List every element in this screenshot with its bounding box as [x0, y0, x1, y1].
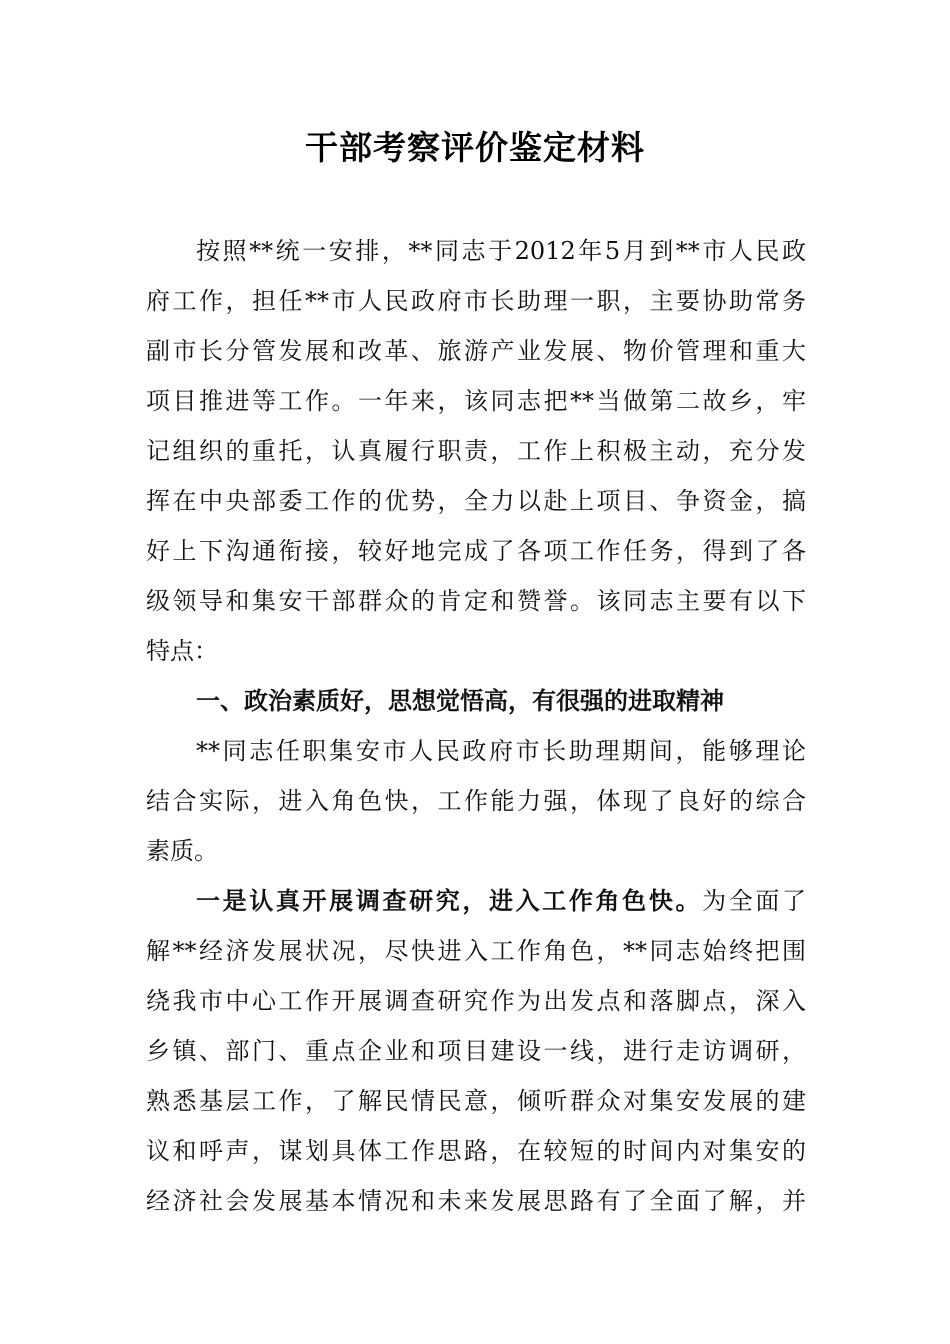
paragraph-line: 按照**统一安排，**同志于2012年5月到**市人民政 [196, 237, 806, 265]
section-heading: 一、政治素质好，思想觉悟高，有很强的进取精神 [196, 687, 724, 715]
point-lead-text: 一是认真开展调查研究，进入工作角色快。 [196, 886, 703, 915]
paragraph-line: 记组织的重托，认真履行职责，工作上积极主动，充分发 [146, 437, 806, 465]
paragraph-line: 特点： [146, 637, 218, 665]
paragraph-line: 结合实际，进入角色快，工作能力强，体现了良好的综合 [146, 787, 806, 815]
paragraph-line: 绕我市中心工作开展调查研究作为出发点和落脚点，深入 [146, 987, 806, 1015]
paragraph-line: 副市长分管发展和改革、旅游产业发展、物价管理和重大 [146, 337, 806, 365]
paragraph-line: 级领导和集安干部群众的肯定和赞誉。该同志主要有以下 [146, 587, 806, 615]
document-title: 干部考察评价鉴定材料 [305, 128, 645, 167]
paragraph-line: **同志任职集安市人民政府市长助理期间，能够理论 [196, 737, 806, 765]
paragraph-line: 府工作，担任**市人民政府市长助理一职，主要协助常务 [146, 287, 806, 315]
paragraph-line: 熟悉基层工作，了解民情民意，倾听群众对集安发展的建 [146, 1087, 806, 1115]
paragraph-line: 项目推进等工作。一年来，该同志把**当做第二故乡，牢 [146, 387, 806, 415]
paragraph-line: 挥在中央部委工作的优势，全力以赴上项目、争资金，搞 [146, 487, 806, 515]
paragraph-line: 素质。 [146, 837, 218, 865]
paragraph-line [146, 876, 806, 926]
paragraph-line: 解**经济发展状况，尽快进入工作角色，**同志始终把围 [146, 937, 806, 965]
paragraph-line: 乡镇、部门、重点企业和项目建设一线，进行走访调研， [146, 1037, 806, 1065]
paragraph-line: 好上下沟通衔接，较好地完成了各项工作任务，得到了各 [146, 537, 806, 565]
paragraph-line: 经济社会发展基本情况和未来发展思路有了全面了解，并 [146, 1187, 806, 1215]
point-text: 为全面了 [702, 887, 806, 915]
paragraph-line: 议和呼声，谋划具体工作思路，在较短的时间内对集安的 [146, 1137, 806, 1165]
document-body [146, 226, 806, 1226]
